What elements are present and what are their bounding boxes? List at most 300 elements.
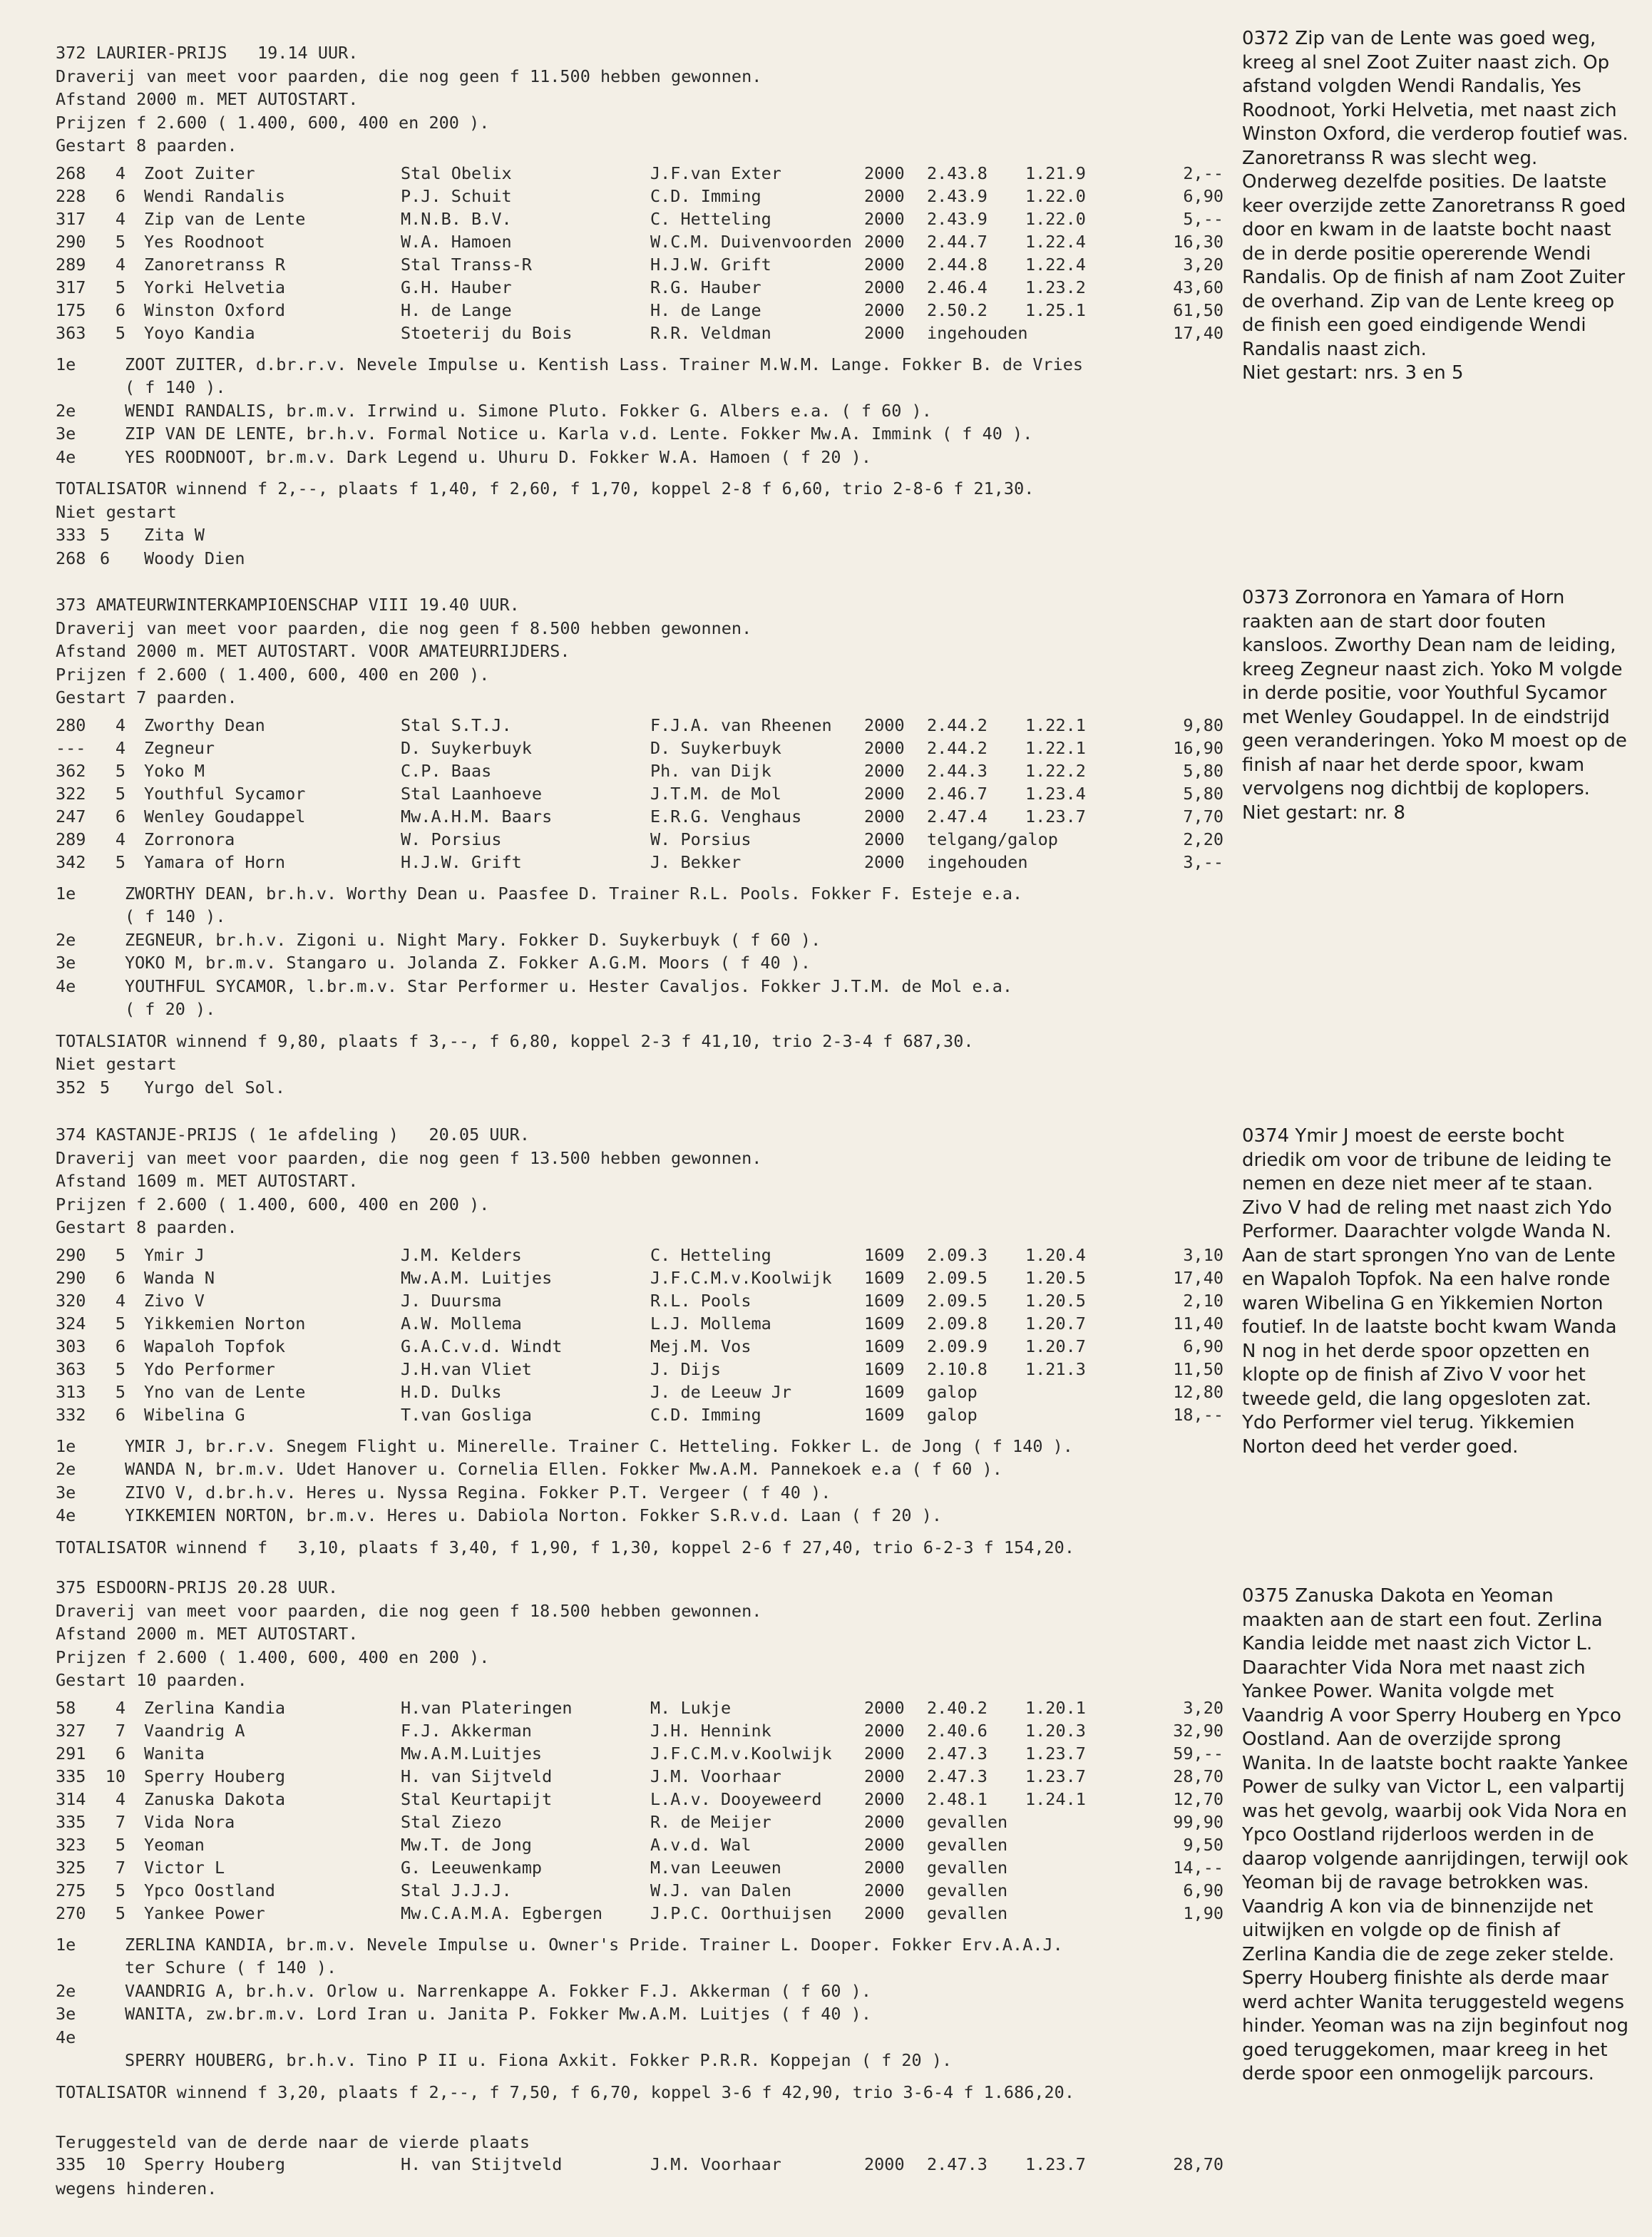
cell-km: 1.25.1 [1025, 300, 1086, 320]
cell-dist: 2000 [864, 760, 905, 781]
race-comment [1242, 27, 1631, 386]
placing-row [56, 446, 1225, 469]
cell-age: 7 [115, 1811, 125, 1832]
placing-text: ZEGNEUR, br.h.v. Zigoni u. Night Mary. Fokker D. Suykerbuyk ( f 60 ). [125, 929, 821, 950]
cell-nr: 275 [56, 1880, 86, 1900]
table-row [56, 277, 1223, 300]
cell-owner: J.H.van Vliet [401, 1358, 532, 1379]
placing-position: 4e [56, 2027, 76, 2047]
footer-line: wegens hinderen. [56, 2178, 217, 2198]
cell-age: 4 [115, 829, 125, 849]
table-row [56, 852, 1223, 875]
placing-text: VAANDRIG A, br.h.v. Orlow u. Narrenkappe A. Fokker F.J. Akkerman ( f 60 ). [125, 1980, 871, 2001]
cell-age: 10 [105, 2154, 125, 2174]
totalisator: TOTALISATOR winnend f 3,20, plaats f 2,--, f 7,50, f 6,70, koppel 3-6 f 42,90, trio 3-6-4 f 1.686,20. [56, 2082, 1074, 2102]
placing-row [56, 975, 1225, 1021]
cell-age: 4 [115, 737, 125, 758]
cell-age: 5 [115, 851, 125, 872]
cell-time: gevallen [927, 1880, 1008, 1900]
cell-dist: 2000 [864, 254, 905, 275]
cell-km: 1.22.2 [1025, 760, 1086, 781]
cell-dist: 2000 [864, 1720, 905, 1741]
cell-dist: 2000 [864, 1788, 905, 1809]
race-comment [1242, 586, 1631, 825]
placing-row [56, 1933, 1225, 1980]
cell-driver: M.van Leeuwen [650, 1857, 781, 1878]
cell-owner: P.J. Schuit [401, 185, 512, 206]
placing-position: 1e [56, 1435, 76, 1456]
cell-owner: Stal S.T.J. [401, 715, 512, 735]
cell-odds: 32,90 [1173, 1720, 1223, 1741]
cell-horse: Zorronora [144, 829, 235, 849]
cell-age: 5 [115, 277, 125, 297]
cell-time: 2.09.9 [927, 1336, 987, 1356]
placing-text: YES ROODNOOT, br.m.v. Dark Legend u. Uhuru D. Fokker W.A. Hamoen ( f 20 ). [125, 446, 871, 467]
placing-row [56, 1435, 1225, 1458]
cell-horse: Yoko M [144, 760, 205, 781]
table-row [56, 300, 1223, 323]
comment-text: 0375 Zanuska Dakota en Yeoman maakten aan de start een fout. Zerlina Kandia leidde met naast zich Victor L. Daarachter Vida Nora met naast zich Yankee Power. Wanita volgde met Vaandrig A voor Sperry Houberg en Ypco Oostland. Aan de overzijde sprong Wanita. In de laatste bocht raakte Yankee Power de sulky van Victor L, een valpartij was het gevolg, waarbij ook Vida Nora en Ypco Oostland rijderloos werden in de daarop volgende aanrijdingen, terwijl ook Yeoman bij de ravage betrokken was. Vaandrig A kon via de binnenzijde net uitwijken en volgde op de finish af Zerlina Kandia die de zege zeker stelde. Sperry Houberg finishte als derde maar werd achter Wanita teruggesteld wegens hinder. Yeoman was na zijn beginfout nog goed teruggekomen, maar kreeg in het derde spoor een onmogelijk parcours. [1242, 1585, 1635, 2084]
cell-owner: H. van Stijtveld [401, 2154, 563, 2174]
placing-position: 3e [56, 2004, 76, 2024]
race-372 [56, 41, 1225, 570]
cell-nr: 323 [56, 1834, 86, 1855]
cell-driver: J.F.C.M.v.Koolwijk [650, 1267, 832, 1288]
placing-position: 4e [56, 446, 76, 467]
niet-gestart-row [56, 547, 1225, 570]
cell-nr: 289 [56, 829, 86, 849]
cell-nr: 317 [56, 208, 86, 229]
cell-odds: 28,70 [1173, 2154, 1223, 2174]
cell-nr: 228 [56, 185, 86, 206]
table-row [56, 1766, 1223, 1789]
cell-dist: 2000 [864, 829, 905, 849]
cell-odds: 3,20 [1183, 1697, 1223, 1718]
cell-odds: 6,90 [1183, 1880, 1223, 1900]
cell-time: 2.09.5 [927, 1290, 987, 1311]
placings [56, 353, 1225, 469]
cell-km: 1.21.3 [1025, 1358, 1086, 1379]
placing-position: 2e [56, 400, 76, 421]
cell-dist: 2000 [864, 1834, 905, 1855]
table-row [56, 1812, 1223, 1835]
cell-horse: Yes Roodnoot [144, 231, 265, 252]
cell-nr: 335 [56, 2154, 86, 2174]
cell-odds: 1,90 [1183, 1903, 1223, 1923]
table-row [56, 715, 1223, 738]
cell-dist: 2000 [864, 783, 905, 804]
cell-nr: 335 [56, 1766, 86, 1786]
cell-nr: 290 [56, 1244, 86, 1265]
cell-age: 4 [115, 1290, 125, 1311]
cell-driver: D. Suykerbuyk [650, 737, 781, 758]
cell-dist: 1609 [864, 1290, 905, 1311]
cell-driver: A.v.d. Wal [650, 1834, 751, 1855]
cell-owner: W. Porsius [401, 829, 502, 849]
cell-dist: 2000 [864, 1697, 905, 1718]
cell-owner: H. de Lange [401, 300, 512, 320]
cell-horse: Zivo V [144, 1290, 205, 1311]
cell-owner: H.J.W. Grift [401, 851, 522, 872]
cell-nr: 325 [56, 1857, 86, 1878]
race-condition: Draverij van meet voor paarden, die nog geen f 8.500 hebben gewonnen. [56, 618, 752, 638]
race-condition: Draverij van meet voor paarden, die nog geen f 13.500 hebben gewonnen. [56, 1147, 762, 1168]
cell-horse: Winston Oxford [144, 300, 286, 320]
cell-age: 6 [115, 185, 125, 206]
cell-owner: T.van Gosliga [401, 1404, 532, 1425]
placing-row [56, 1980, 1225, 2003]
cell-odds: 5,80 [1183, 783, 1223, 804]
cell-horse: Vaandrig A [144, 1720, 245, 1741]
cell-horse: Zanoretranss R [144, 254, 286, 275]
cell-horse: Zanuska Dakota [144, 1788, 286, 1809]
cell-owner: C.P. Baas [401, 760, 492, 781]
cell-horse: Yankee Power [144, 1903, 265, 1923]
cell-age: 5 [115, 1834, 125, 1855]
race-condition: Gestart 8 paarden. [56, 135, 237, 155]
cell-owner: Stal Ziezo [401, 1811, 502, 1832]
cell-dist: 1609 [864, 1358, 905, 1379]
placing-text: YOKO M, br.m.v. Stangaro u. Jolanda Z. Fokker A.G.M. Moors ( f 40 ). [125, 953, 811, 973]
cell-age: 6 [115, 1743, 125, 1764]
placing-position: 1e [56, 883, 76, 903]
cell-age: 6 [115, 1336, 125, 1356]
footer-table [56, 2154, 1223, 2177]
cell-odds: 16,30 [1173, 231, 1223, 252]
table-row [56, 807, 1223, 829]
cell-owner: Stal J.J.J. [401, 1880, 512, 1900]
cell-owner: Mw.T. de Jong [401, 1834, 532, 1855]
cell-dist: 2000 [864, 1903, 905, 1923]
cell-km: 1.23.7 [1025, 2154, 1086, 2174]
cell-time: ingehouden [927, 322, 1028, 343]
cell-time: galop [927, 1404, 978, 1425]
cell-dist: 1609 [864, 1336, 905, 1356]
cell-nr: 363 [56, 322, 86, 343]
niet-gestart-age: 5 [100, 1077, 111, 1097]
race-375 [56, 1576, 1225, 2104]
cell-km: 1.23.2 [1025, 277, 1086, 297]
placing-position: 2e [56, 929, 76, 950]
results-table [56, 1245, 1223, 1428]
cell-time: telgang/galop [927, 829, 1058, 849]
cell-time: 2.44.2 [927, 715, 987, 735]
cell-owner: J.M. Kelders [401, 1244, 522, 1265]
cell-odds: 14,-- [1173, 1857, 1223, 1878]
cell-driver: R. de Meijer [650, 1811, 771, 1832]
cell-time: 2.44.8 [927, 254, 987, 275]
cell-horse: Youthful Sycamor [144, 783, 306, 804]
race-condition: Prijzen f 2.600 ( 1.400, 600, 400 en 200 ). [56, 1194, 490, 1214]
cell-driver: L.J. Mollema [650, 1313, 771, 1334]
cell-nr: 270 [56, 1903, 86, 1923]
cell-km: 1.22.4 [1025, 254, 1086, 275]
placing-position: 3e [56, 424, 76, 444]
cell-driver: J.H. Hennink [650, 1720, 771, 1741]
race-condition: Prijzen f 2.600 ( 1.400, 600, 400 en 200 ). [56, 112, 490, 133]
cell-time: 2.09.3 [927, 1244, 987, 1265]
cell-age: 4 [115, 1788, 125, 1809]
cell-driver: C. Hetteling [650, 208, 771, 229]
cell-horse: Vida Nora [144, 1811, 235, 1832]
cell-time: ingehouden [927, 851, 1028, 872]
cell-nr: 362 [56, 760, 86, 781]
cell-nr: 342 [56, 851, 86, 872]
cell-horse: Wenley Goudappel [144, 806, 306, 826]
results-table [56, 1698, 1223, 1926]
cell-age: 10 [105, 1766, 125, 1786]
cell-time: 2.48.1 [927, 1788, 987, 1809]
race-title: 373 AMATEURWINTERKAMPIOENSCHAP VIII 19.40 UUR. [56, 595, 520, 615]
placing-row [56, 882, 1225, 928]
cell-horse: Zerlina Kandia [144, 1697, 286, 1718]
cell-nr: 58 [56, 1697, 76, 1718]
cell-time: gevallen [927, 1903, 1008, 1923]
placing-position: 1e [56, 354, 76, 374]
cell-odds: 61,50 [1173, 300, 1223, 320]
table-row [56, 738, 1223, 761]
race-condition: Gestart 10 paarden. [56, 1670, 247, 1690]
cell-time: 2.40.6 [927, 1720, 987, 1741]
cell-driver: R.R. Veldman [650, 322, 771, 343]
table-row [56, 1858, 1223, 1880]
cell-horse: Sperry Houberg [144, 1766, 286, 1786]
cell-driver: J. Bekker [650, 851, 742, 872]
cell-horse: Ypco Oostland [144, 1880, 275, 1900]
table-row [56, 323, 1223, 346]
race-title: 372 LAURIER-PRIJS 19.14 UUR. [56, 43, 359, 63]
cell-nr: 290 [56, 231, 86, 252]
cell-odds: 2,20 [1183, 829, 1223, 849]
cell-km: 1.22.1 [1025, 737, 1086, 758]
cell-horse: Wanda N [144, 1267, 215, 1288]
cell-dist: 1609 [864, 1404, 905, 1425]
cell-nr: 317 [56, 277, 86, 297]
footer-note [56, 2131, 1223, 2200]
table-row [56, 209, 1223, 232]
table-row [56, 163, 1223, 186]
cell-owner: Stal Laanhoeve [401, 783, 543, 804]
cell-nr: 322 [56, 783, 86, 804]
cell-age: 4 [115, 208, 125, 229]
cell-driver: W. Porsius [650, 829, 751, 849]
cell-dist: 2000 [864, 1811, 905, 1832]
cell-nr: 290 [56, 1267, 86, 1288]
niet-gestart-label: Niet gestart [56, 1054, 177, 1074]
placings [56, 882, 1225, 1021]
cell-nr: 313 [56, 1381, 86, 1402]
cell-owner: Mw.A.M. Luitjes [401, 1267, 553, 1288]
placing-row [56, 353, 1225, 399]
placing-text: YOUTHFUL SYCAMOR, l.br.m.v. Star Performer u. Hester Cavaljos. Fokker J.T.M. de Mol e.a. ( f 20 ). [125, 976, 1013, 1019]
cell-dist: 2000 [864, 1880, 905, 1900]
placing-row [56, 2002, 1225, 2026]
cell-time: 2.43.9 [927, 208, 987, 229]
cell-nr: 291 [56, 1743, 86, 1764]
cell-time: 2.47.3 [927, 1743, 987, 1764]
cell-time: gevallen [927, 1811, 1008, 1832]
table-row [56, 1405, 1223, 1428]
results-table [56, 715, 1223, 875]
cell-km: 1.20.7 [1025, 1313, 1086, 1334]
cell-age: 5 [115, 760, 125, 781]
cell-nr: 175 [56, 300, 86, 320]
cell-km: 1.22.4 [1025, 231, 1086, 252]
cell-odds: 5,-- [1183, 208, 1223, 229]
cell-owner: A.W. Mollema [401, 1313, 522, 1334]
cell-driver: H. de Lange [650, 300, 761, 320]
race-condition: Prijzen f 2.600 ( 1.400, 600, 400 en 200 ). [56, 1647, 490, 1667]
cell-dist: 2000 [864, 737, 905, 758]
cell-km: 1.20.1 [1025, 1697, 1086, 1718]
cell-driver: Mej.M. Vos [650, 1336, 751, 1356]
table-row [56, 1314, 1223, 1336]
placing-row [56, 2026, 1225, 2072]
cell-nr: 320 [56, 1290, 86, 1311]
cell-owner: Stoeterij du Bois [401, 322, 573, 343]
table-row [56, 1721, 1223, 1744]
table-row [56, 1789, 1223, 1812]
race-title: 375 ESDOORN-PRIJS 20.28 UUR. [56, 1577, 339, 1597]
table-row [56, 829, 1223, 852]
cell-owner: J. Duursma [401, 1290, 502, 1311]
cell-horse: Wibelina G [144, 1404, 245, 1425]
cell-horse: Ydo Performer [144, 1358, 275, 1379]
cell-owner: Stal Obelix [401, 163, 512, 183]
cell-time: 2.44.2 [927, 737, 987, 758]
results-table [56, 163, 1223, 346]
race-comment [1242, 1125, 1631, 1459]
cell-time: 2.47.4 [927, 806, 987, 826]
cell-owner: Mw.A.M.Luitjes [401, 1743, 543, 1764]
cell-dist: 2000 [864, 806, 905, 826]
cell-owner: Mw.A.H.M. Baars [401, 806, 553, 826]
table-row [56, 1291, 1223, 1314]
cell-odds: 12,70 [1173, 1788, 1223, 1809]
table-row [56, 255, 1223, 277]
placing-text: WANITA, zw.br.m.v. Lord Iran u. Janita P. Fokker Mw.A.M. Luitjes ( f 40 ). [125, 2004, 871, 2024]
niet-gestart-horse: Woody Dien [144, 548, 245, 568]
cell-dist: 2000 [864, 231, 905, 252]
cell-nr: 363 [56, 1358, 86, 1379]
placing-text: WENDI RANDALIS, br.m.v. Irrwind u. Simone Pluto. Fokker G. Albers e.a. ( f 60 ). [125, 400, 932, 421]
table-row [56, 1835, 1223, 1858]
placing-row [56, 951, 1225, 975]
table-row [56, 1382, 1223, 1405]
race-condition: Gestart 7 paarden. [56, 687, 237, 707]
cell-age: 5 [115, 1903, 125, 1923]
cell-dist: 2000 [864, 163, 905, 183]
cell-nr: 327 [56, 1720, 86, 1741]
cell-age: 4 [115, 1697, 125, 1718]
totalisator: TOTALISATOR winnend f 2,--, plaats f 1,40, f 2,60, f 1,70, koppel 2-8 f 6,60, trio 2-8-6 f 21,30. [56, 478, 1035, 498]
totalisator: TOTALSIATOR winnend f 9,80, plaats f 3,--, f 6,80, koppel 2-3 f 41,10, trio 2-3-4 f 687,30. [56, 1030, 974, 1051]
cell-owner: Stal Transs-R [401, 254, 532, 275]
cell-horse: Zegneur [144, 737, 215, 758]
cell-owner: H. van Sijtveld [401, 1766, 553, 1786]
table-row [56, 1880, 1223, 1903]
cell-horse: Yno van de Lente [144, 1381, 306, 1402]
niet-gestart-row [56, 1076, 1225, 1100]
cell-driver: J.M. Voorhaar [650, 2154, 781, 2174]
cell-driver: J.T.M. de Mol [650, 783, 781, 804]
cell-age: 7 [115, 1720, 125, 1741]
cell-age: 5 [115, 231, 125, 252]
race-condition: Afstand 1609 m. MET AUTOSTART. [56, 1171, 359, 1191]
cell-age: 5 [115, 1313, 125, 1334]
cell-dist: 2000 [864, 715, 905, 735]
cell-age: 5 [115, 1381, 125, 1402]
cell-driver: M. Lukje [650, 1697, 732, 1718]
cell-age: 5 [115, 322, 125, 343]
cell-km: 1.20.3 [1025, 1720, 1086, 1741]
cell-driver: Ph. van Dijk [650, 760, 771, 781]
cell-odds: 16,90 [1173, 737, 1223, 758]
race-condition: Afstand 2000 m. MET AUTOSTART. [56, 89, 359, 109]
cell-km: 1.22.0 [1025, 185, 1086, 206]
table-row [56, 232, 1223, 255]
comment-text: 0372 Zip van de Lente was goed weg, kreeg al snel Zoot Zuiter naast zich. Op afstand volgden Wendi Randalis, Yes Roodnoot, Yorki Helvetia, met naast zich Winston Oxford, die verderop foutief was. Zanoretranss R was slecht weg. Onderweg dezelfde posities. De laatste keer overzijde zette Zanoretranss R goed door en kwam in de laatste bocht naast de in derde positie opererende Wendi Randalis. Op de finish af nam Zoot Zuiter de overhand. Zip van de Lente kreeg op de finish een goed eindigende Wendi Randalis naast zich. Niet gestart: nrs. 3 en 5 [1242, 28, 1628, 384]
placing-row [56, 422, 1225, 446]
cell-km: 1.23.4 [1025, 783, 1086, 804]
cell-nr: 324 [56, 1313, 86, 1334]
cell-odds: 2,-- [1183, 163, 1223, 183]
cell-km: 1.20.4 [1025, 1244, 1086, 1265]
cell-age: 5 [115, 783, 125, 804]
cell-odds: 18,-- [1173, 1404, 1223, 1425]
cell-driver: L.A.v. Dooyeweerd [650, 1788, 822, 1809]
cell-km: 1.20.5 [1025, 1290, 1086, 1311]
table-row [56, 1359, 1223, 1382]
table-row [56, 1744, 1223, 1766]
race-comment [1242, 1585, 1635, 2087]
placing-text: ZERLINA KANDIA, br.m.v. Nevele Impulse u. Owner's Pride. Trainer L. Dooper. Fokker Erv.A.A.J. ter Schure ( f 140 ). [125, 1934, 1063, 1977]
placing-position: 3e [56, 1482, 76, 1503]
cell-horse: Yamara of Horn [144, 851, 286, 872]
table-row [56, 1245, 1223, 1268]
cell-owner: W.A. Hamoen [401, 231, 512, 252]
cell-km: 1.23.7 [1025, 1743, 1086, 1764]
cell-driver: J.M. Voorhaar [650, 1766, 781, 1786]
race-condition: Afstand 2000 m. MET AUTOSTART. VOOR AMATEURRIJDERS. [56, 641, 570, 661]
cell-owner: Stal Keurtapijt [401, 1788, 553, 1809]
cell-time: 2.09.8 [927, 1313, 987, 1334]
niet-gestart-row [56, 523, 1225, 547]
cell-time: 2.47.3 [927, 1766, 987, 1786]
cell-km: 1.24.1 [1025, 1788, 1086, 1809]
placing-position: 2e [56, 1980, 76, 2001]
cell-age: 4 [115, 163, 125, 183]
race-374 [56, 1123, 1225, 1559]
cell-horse: Yikkemien Norton [144, 1313, 306, 1334]
niet-gestart-nr: 268 [56, 548, 86, 568]
niet-gestart-age: 5 [100, 525, 111, 545]
cell-driver: J.F.van Exter [650, 163, 781, 183]
cell-dist: 2000 [864, 851, 905, 872]
table-row [56, 1336, 1223, 1359]
placing-position: 4e [56, 976, 76, 996]
cell-time: 2.43.8 [927, 163, 987, 183]
cell-owner: Mw.C.A.M.A. Egbergen [401, 1903, 602, 1923]
cell-odds: 59,-- [1173, 1743, 1223, 1764]
cell-odds: 6,90 [1183, 185, 1223, 206]
cell-age: 6 [115, 1404, 125, 1425]
cell-horse: Ymir J [144, 1244, 205, 1265]
cell-time: gevallen [927, 1834, 1008, 1855]
table-row [56, 784, 1223, 807]
cell-time: 2.09.5 [927, 1267, 987, 1288]
cell-horse: Sperry Houberg [144, 2154, 286, 2174]
